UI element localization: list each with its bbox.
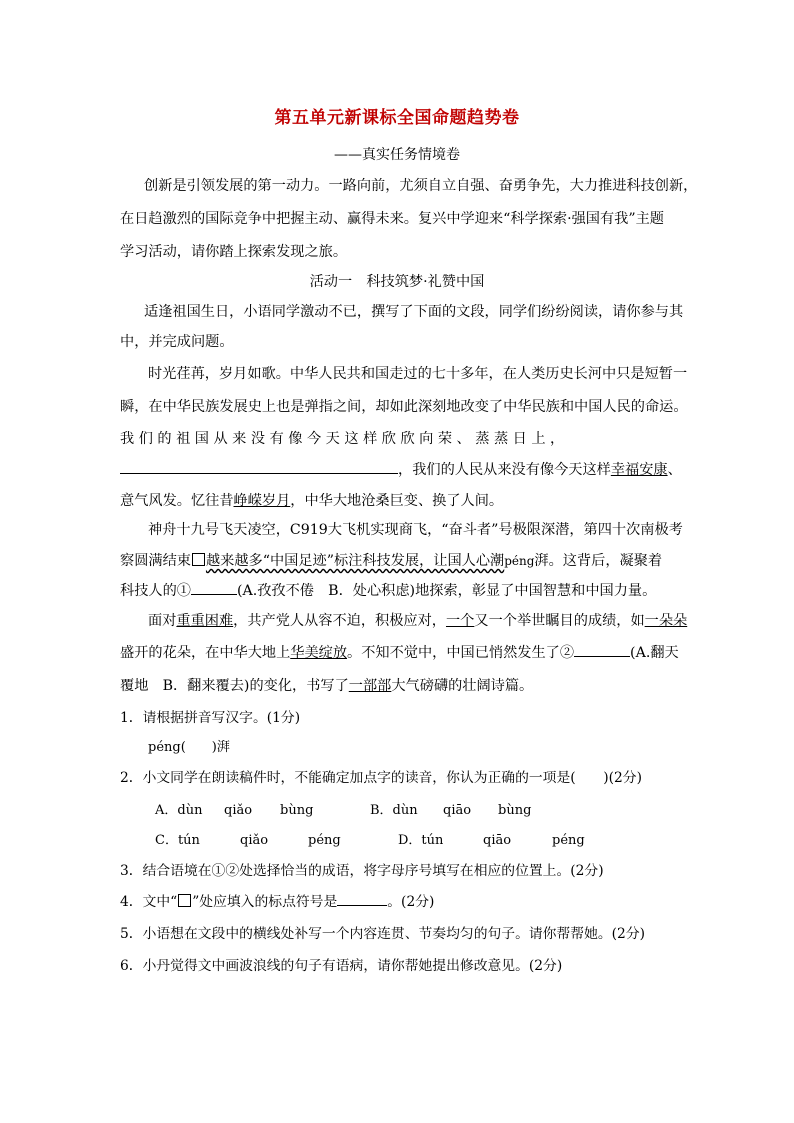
q2-option-d-3: péng: [552, 833, 585, 848]
q2-option-c-2: qiǎo: [240, 833, 269, 848]
q2-option-b-2: qiāo: [443, 803, 472, 818]
task-intro-line-1: 适逢祖国生日，小语同学激动不已，撰写了下面的文段，同学们纷纷阅读，请你参与其: [144, 304, 684, 320]
fill-blank-sentence[interactable]: [120, 457, 398, 474]
passage-p1-line-4: ，我们的人民从来没有像今天这样幸福安康、: [120, 454, 675, 487]
answer-blank-q4[interactable]: [337, 889, 387, 906]
q2-option-c-3: péng: [308, 833, 341, 848]
q2-option-b-1: B．dùn: [370, 803, 418, 818]
passage-p3-line-2: 盛开的花朵，在中华大地上华美绽放。不知不觉中，中国已悄然发生了② (A.翻天: [120, 637, 675, 670]
question-4: 4．文中“ ”处应填入的标点符号是 。(2分): [120, 886, 680, 919]
passage-p2-line-2: 察圆满结束 越来越多“中国足迹”标注科技发展，让国人心潮péng湃。这背后，凝聚着: [120, 553, 663, 569]
q2-option-a-1: A．dùn: [155, 803, 203, 818]
page-title: 第五单元新课标全国命题趋势卷: [274, 108, 520, 128]
punctuation-box-ref: [178, 894, 191, 907]
passage-p2-line-3: 科技人的① (A.孜孜不倦 B．处心积虑)地探索，彰显了中国智慧和中国力量。: [120, 575, 675, 608]
intro-line-1: 创新是引领发展的第一动力。一路向前，尤须自立自强、奋勇争先，大力推进科技创新，: [144, 178, 698, 194]
question-1: 1．请根据拼音写汉字。(1分): [120, 710, 301, 726]
passage-p1-line-5: 意气风发。忆往昔峥嵘岁月，中华大地沧桑巨变、换了人间。: [120, 493, 504, 509]
question-5: 5．小语想在文段中的横线处补写一个内容连贯、节奏均匀的句子。请你帮帮她。(2分): [120, 926, 646, 942]
passage-p3-line-1: 面对重重困难，共产党人从容不迫，积极应对，一个又一个举世瞩目的成绩，如一朵朵: [148, 613, 688, 629]
passage-p1-line-1: 时光荏苒，岁月如歌。中华人民共和国走过的七十多年，在人类历史长河中只是短暂一: [148, 366, 688, 382]
question-1-pinyin: péng( )湃: [148, 740, 230, 755]
q2-option-b-3: bùng: [498, 803, 532, 818]
passage-p1-line-2: 瞬，在中华民族发展史上也是弹指之间，却如此深刻地改变了中华民族和中国人民的命运。: [120, 399, 688, 415]
question-6: 6．小丹觉得文中画波浪线的句子有语病，请你帮她提出修改意见。(2分): [120, 958, 563, 974]
page-subtitle: ——真实任务情境卷: [334, 147, 460, 163]
q2-option-d-1: D．tún: [398, 833, 444, 848]
intro-line-3: 学习活动，请你踏上探索发现之旅。: [120, 244, 348, 260]
q2-option-a-3: bùng: [280, 803, 314, 818]
q2-option-a-2: qiǎo: [224, 803, 253, 818]
task-intro-line-2: 中，并完成问题。: [120, 334, 234, 350]
question-2: 2．小文同学在朗读稿件时，不能确定加点字的读音，你认为正确的一项是( )(2分): [120, 770, 642, 786]
passage-p2-line-1: 神舟十九号飞天凌空，C919大飞机实现商飞，“奋斗者”号极限深潜，第四十次南极考: [148, 522, 683, 538]
q2-option-c-1: C．tún: [155, 833, 200, 848]
fill-blank-1[interactable]: [191, 578, 237, 595]
passage-p3-line-3: 覆地 B．翻来覆去)的变化，书写了一部部大气磅礴的壮阔诗篇。: [120, 678, 534, 694]
question-3: 3．结合语境在①②处选择恰当的成语，将字母序号填写在相应的位置上。(2分): [120, 863, 604, 879]
fill-blank-2[interactable]: [574, 640, 630, 657]
q2-option-d-2: qiāo: [483, 833, 512, 848]
passage-p1-line-3: 我 们 的 祖 国 从 来 没 有 像 今 天 这 样 欣 欣 向 荣 、 蒸 蒸 日 上 ，: [120, 431, 565, 447]
activity-1-title: 活动一 科技筑梦·礼赞中国: [309, 274, 485, 290]
punctuation-box: [192, 553, 205, 566]
intro-line-2: 在日趋激烈的国际竞争中把握主动、赢得未来。复兴中学迎来“科学探索·强国有我”主题: [120, 211, 664, 227]
